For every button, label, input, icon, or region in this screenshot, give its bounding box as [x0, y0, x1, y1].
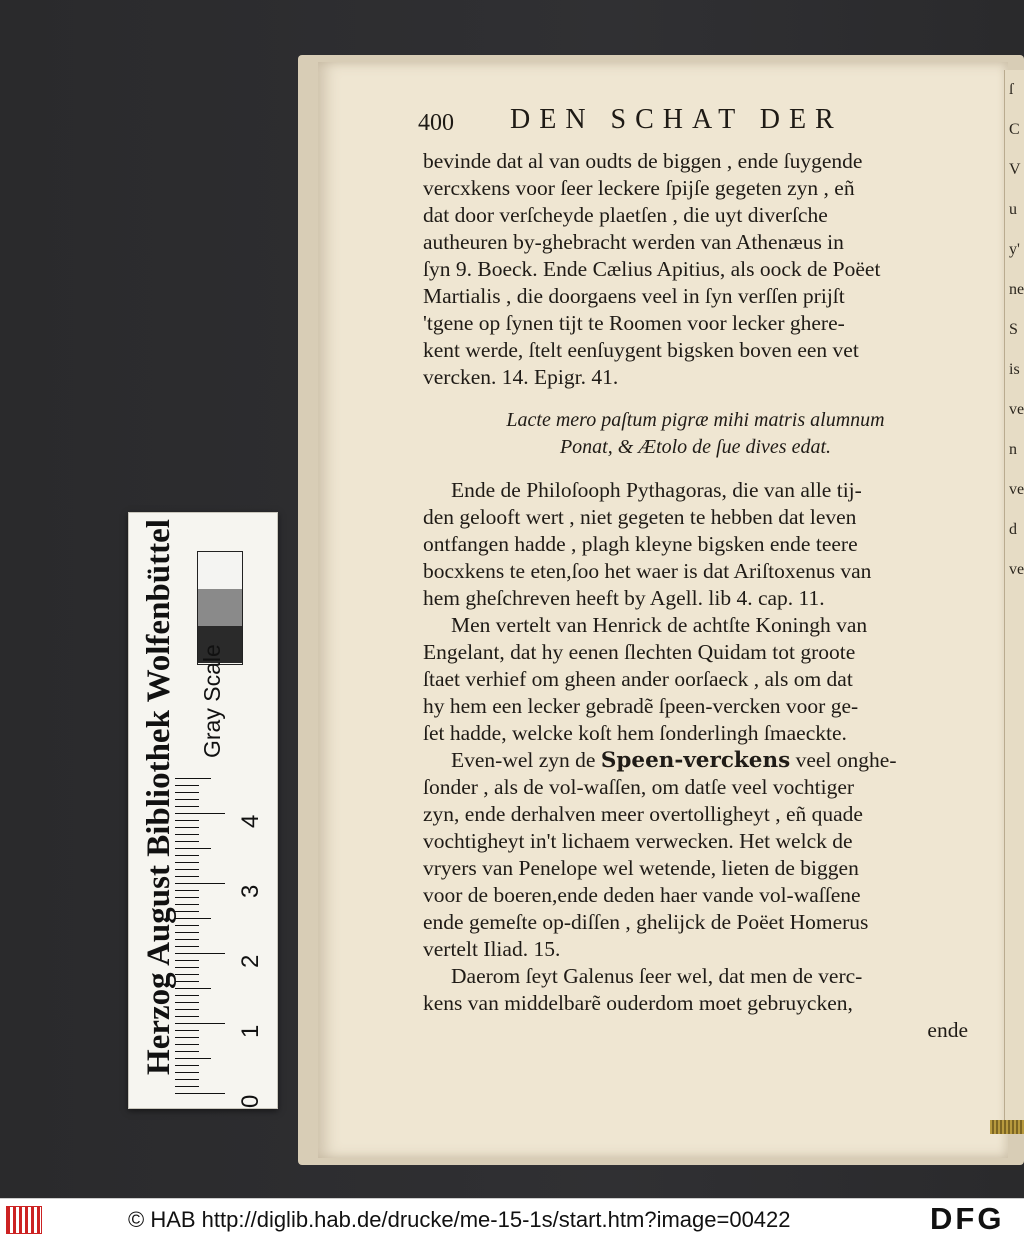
ruler-tick — [175, 904, 199, 905]
hab-logo-icon — [6, 1206, 42, 1234]
text-line: ſonder , als de vol-waſſen, om datſe veel vochtiger — [423, 775, 855, 799]
next-page-fragment: ve — [1009, 481, 1024, 498]
ruler-tick — [175, 1044, 199, 1045]
next-page-fragment: ne — [1009, 281, 1024, 298]
centimeter-ruler — [175, 768, 265, 1108]
text-line: kens van middelbarẽ ouderdom moet gebruycken, — [423, 991, 853, 1015]
ruler-tick — [175, 897, 199, 898]
page-text — [423, 148, 968, 1044]
ruler-tick — [175, 1093, 225, 1094]
text-line: bocxkens te eten,ſoo het waer is dat Ariſtoxenus van — [423, 559, 872, 583]
blackletter-term: Speen-verckens — [600, 748, 791, 773]
next-page-fragment: ſ — [1009, 81, 1014, 98]
ruler-tick — [175, 960, 199, 961]
next-page-fragment: is — [1009, 361, 1020, 378]
text-line: Engelant, dat hy eenen ſlechten Quidam tot groote — [423, 640, 856, 664]
text-line: ſtaet verhief om gheen ander oorſaeck , als om dat — [423, 667, 853, 691]
text-line: bevinde dat al van oudts de biggen , ende ſuygende — [423, 149, 863, 173]
running-head-title: DEN SCHAT DER — [510, 104, 843, 135]
next-page-fragment: n — [1009, 441, 1017, 458]
ruler-tick — [175, 995, 199, 996]
ruler-tick — [175, 1023, 225, 1024]
ruler-tick — [175, 1030, 199, 1031]
ruler-tick — [175, 967, 199, 968]
ruler-tick — [175, 855, 199, 856]
ruler-tick — [175, 778, 211, 779]
ruler-tick — [175, 785, 199, 786]
ruler-tick — [175, 1065, 199, 1066]
ruler-tick — [175, 792, 199, 793]
text-line: ontfangen hadde , plagh kleyne bigsken ende teere — [423, 532, 858, 556]
gilded-page-edge — [990, 1120, 1024, 1134]
text-line: 'tgene op ſynen tijt te Roomen voor lecker ghere- — [423, 311, 845, 335]
text-line-speen — [423, 747, 968, 774]
ruler-tick — [175, 1016, 199, 1017]
text-line: voor de boeren,ende deden haer vande vol-waſſene — [423, 883, 861, 907]
next-page-fragment: d — [1009, 521, 1017, 538]
ruler-tick — [175, 862, 199, 863]
text-line: Ponat, & Ætolo de ſue dives edat. — [559, 436, 832, 458]
next-page-fragment: V — [1009, 161, 1021, 178]
next-page-fragment: C — [1009, 121, 1020, 138]
text-line: ende gemeſte op-diſſen , ghelijck de Poëet Homerus — [423, 910, 869, 934]
gray-swatch — [198, 589, 242, 626]
text-line: vertelt Iliad. 15. — [423, 937, 561, 961]
ruler-number: 4 — [237, 814, 264, 828]
text-line: Ende de Philoſooph Pythagoras, die van alle tij- — [451, 478, 862, 502]
ruler-tick — [175, 946, 199, 947]
text-span: Even-wel zyn de — [451, 748, 601, 772]
ruler-tick — [175, 981, 199, 982]
text-line: vochtigheyt in't lichaem verwecken. Het welck de — [423, 829, 853, 853]
copyright-text: © HAB http://diglib.hab.de/drucke/me-15-1s/start.htm?image=00422 — [128, 1207, 791, 1232]
text-line: dat door verſcheyde plaetſen , die uyt diverſche — [423, 203, 828, 227]
ruler-tick — [175, 1086, 199, 1087]
ruler-tick — [175, 1079, 199, 1080]
ruler-tick — [175, 890, 199, 891]
text-line: vercken. 14. Epigr. 41. — [423, 365, 619, 389]
ruler-tick — [175, 883, 225, 884]
text-line: ſet hadde, welcke koſt hem ſonderlingh ſmaeckte. — [423, 721, 847, 745]
ruler-tick — [175, 834, 199, 835]
text-line: kent werde, ſtelt eenſuygent bigsken boven een vet — [423, 338, 859, 362]
ruler-tick — [175, 848, 211, 849]
ruler-tick — [175, 1037, 199, 1038]
color-scale-card — [128, 512, 278, 1109]
next-page-fragment: y' — [1009, 241, 1020, 258]
ruler-tick — [175, 911, 199, 912]
text-line: ſyn 9. Boeck. Ende Cælius Apitius, als oock de Poëet — [423, 257, 881, 281]
ruler-tick — [175, 939, 199, 940]
text-line: Lacte mero paſtum pigræ mihi matris alumnum — [506, 409, 885, 431]
next-page-fragment: ve — [1009, 561, 1024, 578]
next-page-fragment: ve — [1009, 401, 1024, 418]
catchword: ende — [927, 1018, 968, 1042]
ruler-tick — [175, 932, 199, 933]
ruler-tick — [175, 1058, 211, 1059]
ruler-number: 1 — [237, 1024, 264, 1038]
ruler-number: 3 — [237, 884, 264, 898]
text-line: hy hem een lecker gebradẽ ſpeen-vercken voor ge- — [423, 694, 859, 718]
ruler-tick — [175, 820, 199, 821]
gray-swatch — [198, 552, 242, 589]
text-line: Martialis , die doorgaens veel in ſyn verſſen prijſt — [423, 284, 845, 308]
next-page-fragment: u — [1009, 201, 1017, 218]
ruler-tick — [175, 974, 199, 975]
running-head — [418, 104, 888, 144]
text-line: den gelooft wert , niet gegeten te hebben dat leven — [423, 505, 857, 529]
dfg-logo: DFG — [930, 1201, 1005, 1236]
ruler-tick — [175, 988, 211, 989]
ruler-tick — [175, 953, 225, 954]
ruler-tick — [175, 827, 199, 828]
text-line: autheuren by-ghebracht werden van Athenæus in — [423, 230, 844, 254]
ruler-number: 0 — [237, 1094, 264, 1108]
ruler-number: 2 — [237, 954, 264, 968]
ruler-tick — [175, 813, 225, 814]
gray-scale-label: Gray Scale — [199, 644, 225, 758]
ruler-tick — [175, 1072, 199, 1073]
text-span: veel onghe- — [790, 748, 897, 772]
text-line: hem gheſchreven heeft by Agell. lib 4. cap. 11. — [423, 586, 825, 610]
ruler-tick — [175, 806, 199, 807]
footer-bar — [0, 1198, 1024, 1239]
ruler-tick — [175, 869, 199, 870]
text-line: Men vertelt van Henrick de achtſte Koningh van — [451, 613, 868, 637]
library-name: Herzog August Bibliothek Wolfenbüttel — [141, 519, 177, 1075]
ruler-tick — [175, 876, 199, 877]
ruler-tick — [175, 1002, 199, 1003]
text-line: zyn, ende derhalven meer overtolligheyt , eñ quade — [423, 802, 863, 826]
ruler-tick — [175, 925, 199, 926]
text-line: Daerom ſeyt Galenus ſeer wel, dat men de verc- — [451, 964, 863, 988]
ruler-tick — [175, 1009, 199, 1010]
next-page-edge — [1004, 70, 1024, 1130]
text-line: vercxkens voor ſeer leckere ſpijſe gegeten zyn , eñ — [423, 176, 855, 200]
ruler-tick — [175, 841, 199, 842]
ruler-tick — [175, 918, 211, 919]
page-number: 400 — [418, 110, 454, 136]
ruler-tick — [175, 799, 199, 800]
next-page-fragment: S — [1009, 321, 1018, 338]
text-line: vryers van Penelope wel wetende, lieten de biggen — [423, 856, 859, 880]
ruler-tick — [175, 1051, 199, 1052]
